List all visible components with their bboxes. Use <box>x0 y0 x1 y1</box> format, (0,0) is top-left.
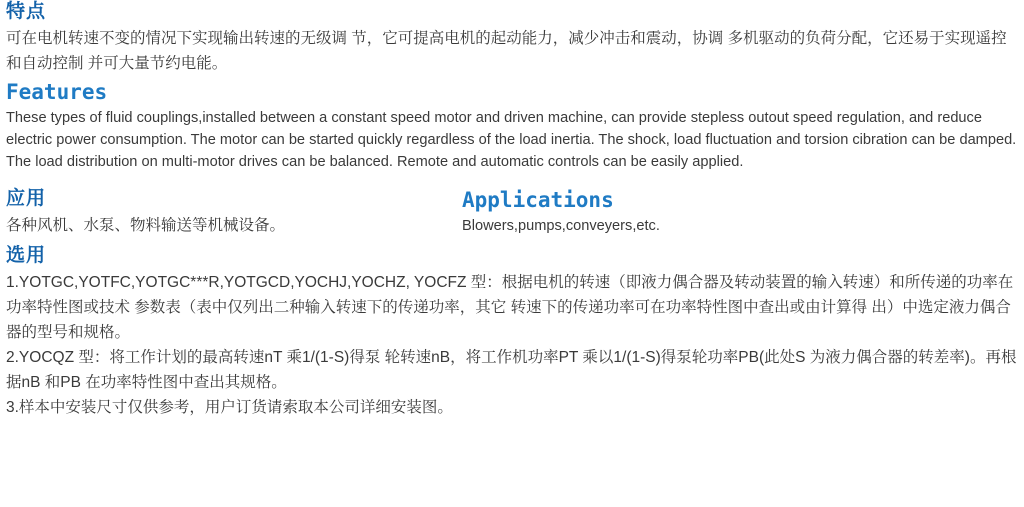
applications-en-heading: Applications <box>462 188 614 212</box>
applications-cn-heading: 应用 <box>6 188 47 209</box>
features-cn-heading: 特点 <box>6 1 47 22</box>
features-cn-body: 可在电机转速不变的情况下实现输出转速的无级调 节，它可提高电机的起动能力，减少冲击和震动，协调 多机驱动的负荷分配，它还易于实现遥控和自动控制 并可大量节约电能。 <box>6 30 1007 72</box>
selection-heading: 选用 <box>6 245 47 266</box>
applications-cn-body: 各种风机、水泵、物料输送等机械设备。 <box>6 217 286 234</box>
features-en-heading: Features <box>6 80 108 104</box>
applications-en-column <box>456 187 1020 236</box>
features-en-section <box>0 80 1024 173</box>
applications-en-body: Blowers,pumps,conveyers,etc. <box>462 218 660 234</box>
selection-section <box>0 244 1024 420</box>
features-section <box>0 0 1024 76</box>
selection-item-2: 2.YOCQZ 型：将工作计划的最高转速nT 乘1/(1-S)得泵 轮转速nB，将工作机功率PT 乘以1/(1-S)得泵轮功率PB(此处S 为液力偶合器的转差率)。再根据nB 和PB 在功率特性图中查出其规格。 <box>6 349 1017 391</box>
section-spacer <box>0 173 1024 185</box>
applications-section <box>0 187 1024 238</box>
selection-item-3: 3.样本中安装尺寸仅供参考，用户订货请索取本公司详细安装图。 <box>6 399 453 416</box>
selection-item-1: 1.YOTGC,YOTFC,YOTGC***R,YOTGCD,YOCHJ,YOCHZ, YOCFZ 型：根据电机的转速（即液力偶合器及转动装置的输入转速）和所传递的功率在功率特性图或技术 参数表（表中仅列出二种输入转速下的传递功率，其它 转速下的传递功率可在功率特性图中查出或由计算得 出）中选定液力偶合器的型号和规格。 <box>6 274 1014 341</box>
applications-cn-column <box>6 187 456 238</box>
features-en-body: These types of fluid couplings,installed between a constant speed motor and driven machine, can provide stepless outout speed regulation, and reduce electric power consumption. The motor can be started quickly regardless of the load inertia. The shock, load fluctuation and torsion cibration can be damped. The load distribution on multi-motor drives can be balanced. Remote and automatic controls can be easily applied. <box>6 110 1017 170</box>
